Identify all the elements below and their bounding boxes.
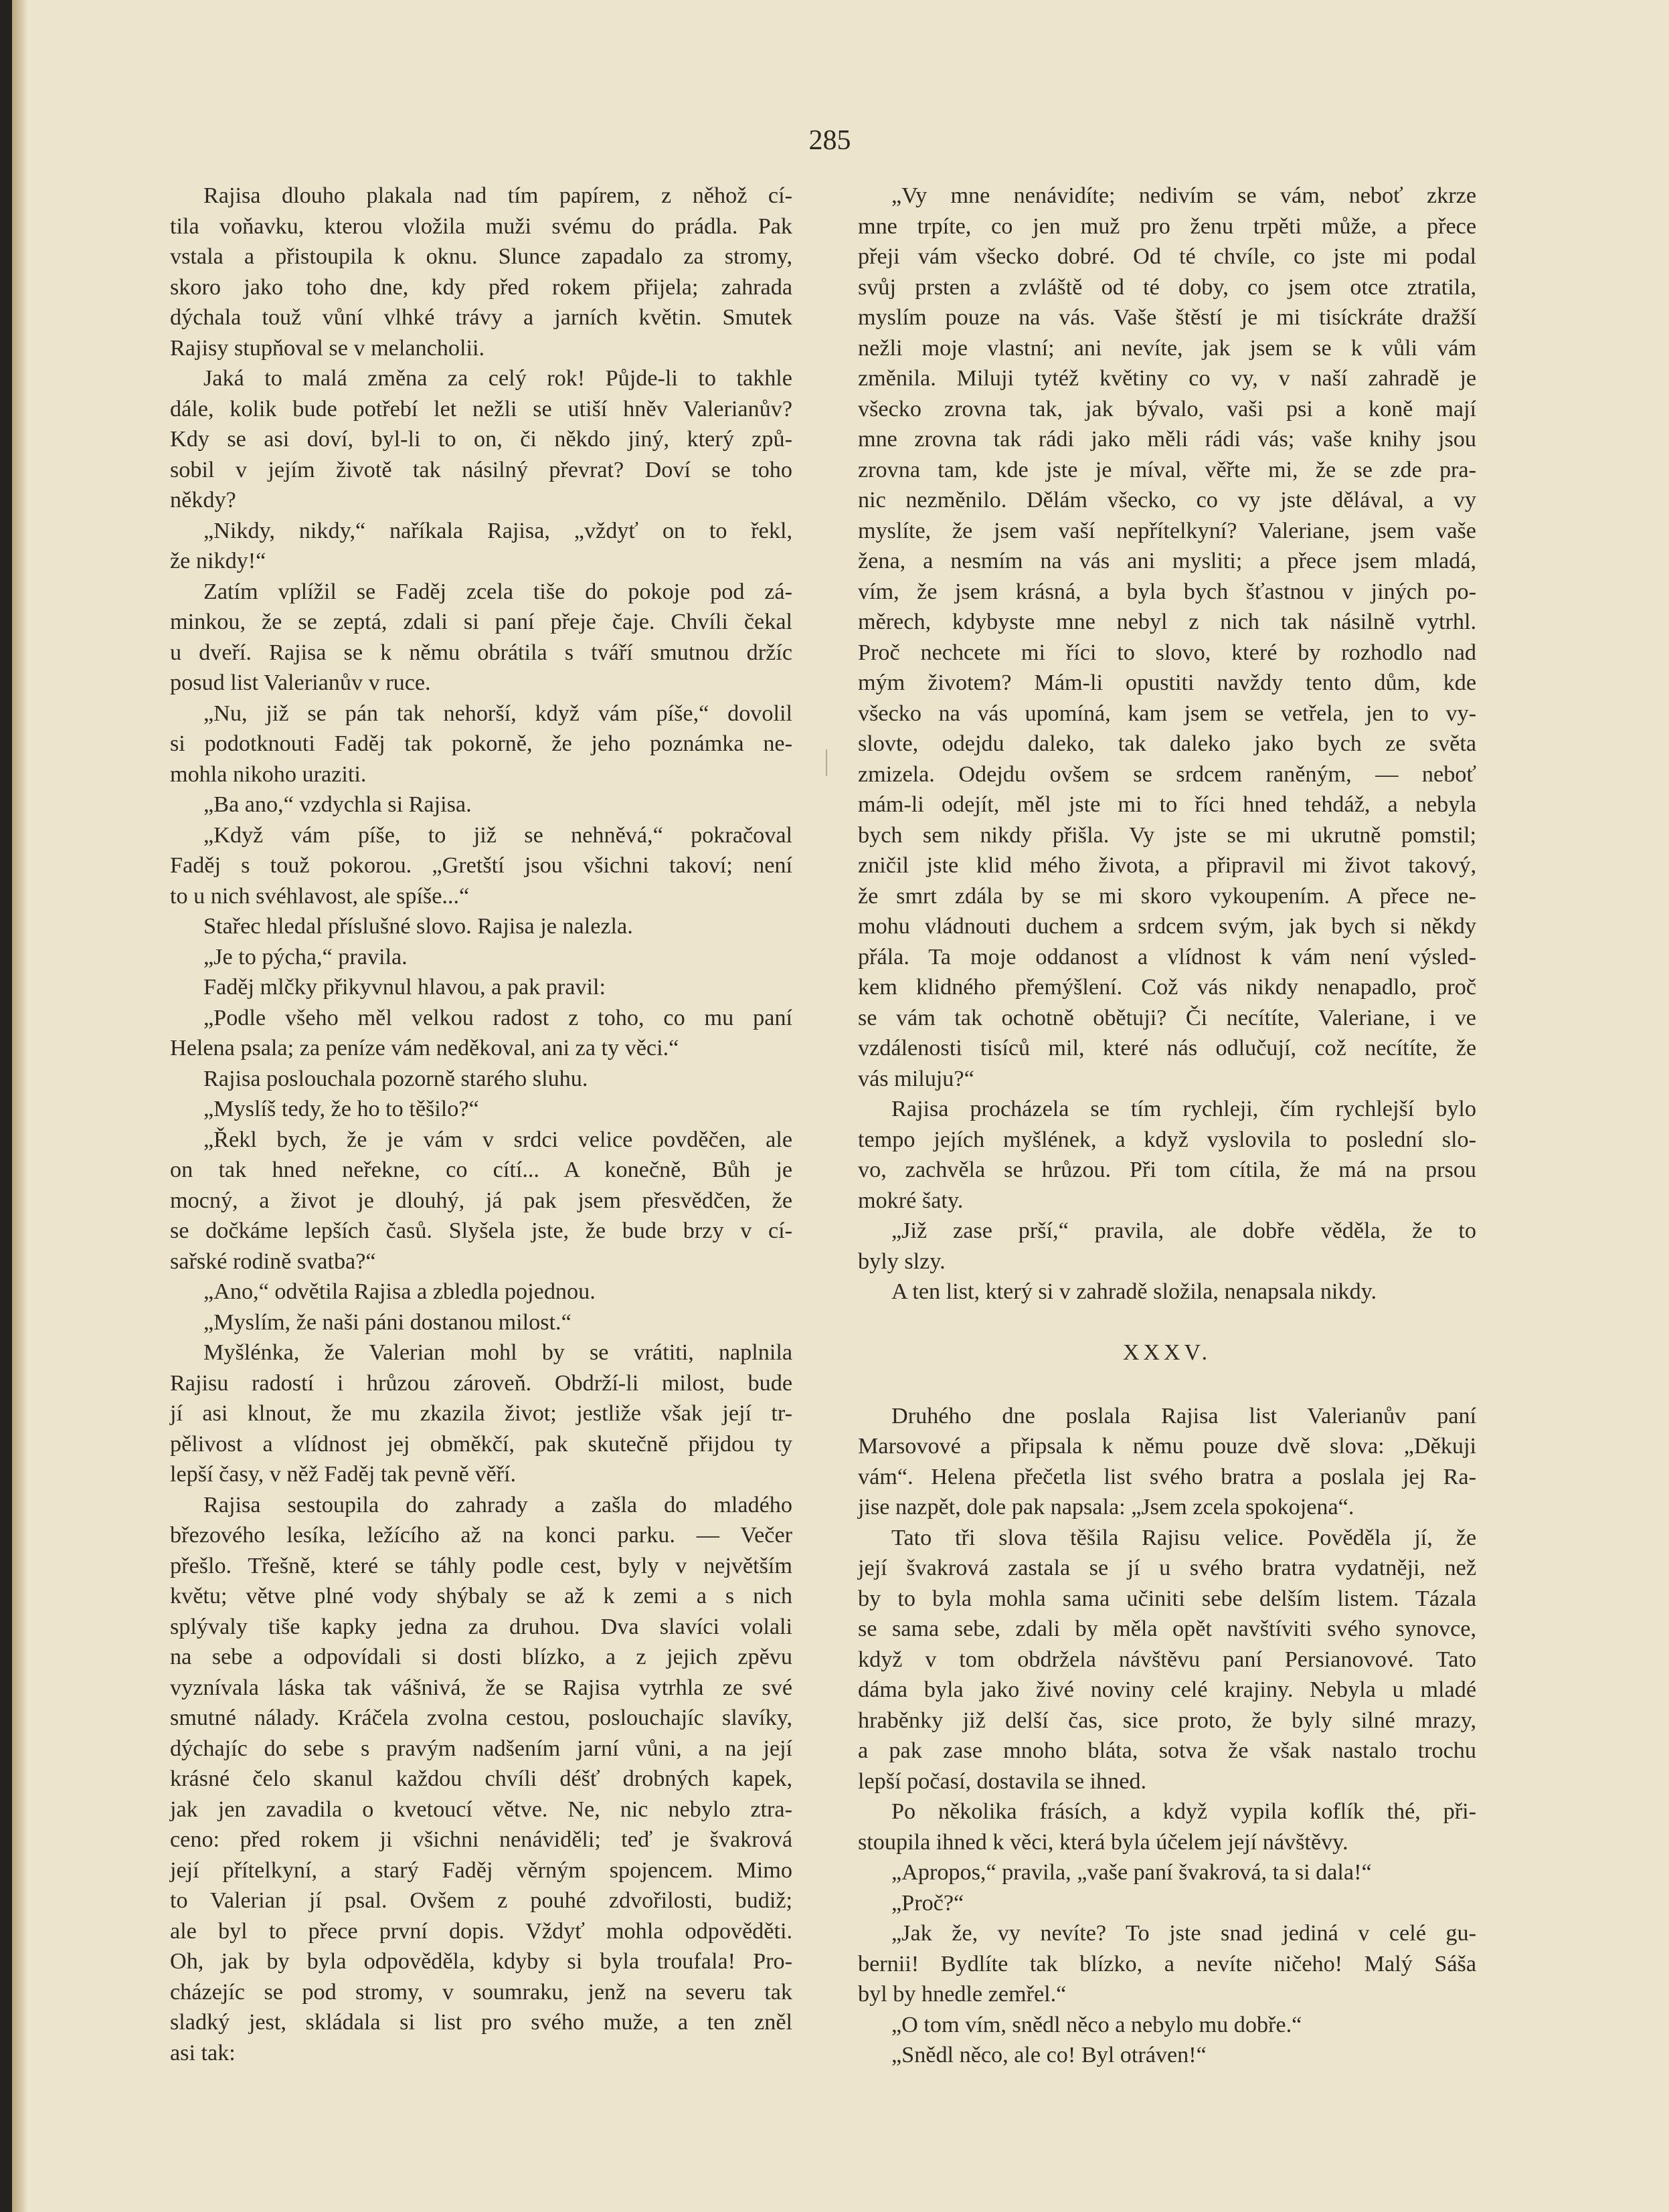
text-line: vstala a přistoupila k oknu. Slunce zapadalo za stromy,: [170, 244, 792, 269]
text-line: Marsovové a připsala k němu pouze dvě slova: „Děkuji: [858, 1434, 1476, 1459]
text-line: „Snědl něco, ale co! Byl otráven!“: [891, 2043, 1207, 2067]
text-line: si podotknouti Faděj tak pokorně, že jeho poznámka ne-: [170, 731, 792, 756]
chapter-heading: XXXV.: [1122, 1340, 1212, 1365]
text-line: pělivost a vlídnost jej obměkčí, pak skutečně přijdou ty: [170, 1431, 792, 1457]
text-line: přeji vám všecko dobré. Od té chvíle, co jste mi podal: [858, 244, 1476, 269]
text-line: „Myslím, že naši páni dostanou milost.“: [203, 1309, 572, 1335]
text-line: u dveří. Rajisa se k němu obrátila s tváří smutnou držíc: [170, 640, 792, 665]
text-line: „Nu, již se pán tak nehorší, když vám píše,“ dovolil: [203, 701, 792, 726]
text-line: přála. Ta moje oddanost a vlídnost k vám není výsled-: [858, 944, 1476, 970]
text-line: posud list Valerianův v ruce.: [170, 670, 431, 695]
text-line: Rajisa dlouho plakala nad tím papírem, z něhož cí-: [203, 183, 792, 208]
text-line: Druhého dne poslala Rajisa list Valerianův paní: [891, 1403, 1476, 1428]
text-line: vím, že jsem krásná, a byla bych šťastnou v jiných po-: [858, 579, 1476, 604]
text-line: vo, zachvěla se hrůzou. Při tom cítila, že má na prsou: [858, 1158, 1476, 1182]
text-line: jí asi klnout, že mu zkazila život; jestliže však její tr-: [170, 1401, 792, 1426]
text-line: Rajisu radostí i hrůzou zároveň. Obdrží-li milost, bude: [170, 1370, 792, 1396]
text-line: „O tom vím, snědl něco a nebylo mu dobře.“: [891, 2012, 1302, 2037]
text-line: Faděj mlčky přikyvnul hlavou, a pak pravil:: [203, 975, 606, 1000]
text-line: „Je to pýcha,“ pravila.: [203, 944, 408, 970]
text-line: vám“. Helena přečetla list svého bratra a poslala jej Ra-: [858, 1464, 1476, 1489]
column-divider: [826, 749, 827, 776]
text-line: „Apropos,“ pravila, „vaše paní švakrová, ta si dala!“: [891, 1860, 1372, 1885]
text-line: se sama sebe, zdali by měla opět navštíviti svého synovce,: [858, 1617, 1476, 1641]
text-line: „Vy mne nenávidíte; nedivím se vám, neboť zkrze: [891, 183, 1476, 208]
text-line: „Podle všeho měl velkou radost z toho, co mu paní: [203, 1005, 792, 1030]
text-line: Rajisy stupňoval se v melancholii.: [170, 335, 485, 361]
text-line: vás miluju?“: [858, 1066, 974, 1091]
text-line: Po několika frásích, a když vypila koflík thé, při-: [891, 1799, 1476, 1824]
text-line: „Řekl bych, že je vám v srdci velice povděčen, ale: [203, 1127, 792, 1152]
text-line: Myšlénka, že Valerian mohl by se vrátiti, naplnila: [203, 1340, 792, 1365]
page-gutter-shadow: [12, 0, 28, 2212]
text-line: změnila. Miluji tytéž květiny co vy, v naší zahradě je: [858, 366, 1476, 391]
text-line: její švakrová zastala se jí u svého bratra vydatněji, než: [858, 1556, 1476, 1580]
text-line: a pak zase mnoho bláta, sotva že však nastalo trochu: [858, 1738, 1476, 1763]
text-line: Rajisa sestoupila do zahrady a zašla do mladého: [203, 1492, 792, 1517]
text-line: myslíte, že jsem vaší nepřítelkyní? Valeriane, jsem vaše: [858, 518, 1476, 543]
text-line: „Proč?“: [891, 1890, 964, 1916]
text-line: Rajisa procházela se tím rychleji, čím rychlejší bylo: [891, 1097, 1476, 1121]
text-line: se dočkáme lepších časů. Slyšela jste, že bude brzy v cí-: [170, 1218, 792, 1243]
chapter-xxxv-text: [858, 1401, 1476, 2071]
text-line: „Myslíš tedy, že ho to těšilo?“: [203, 1097, 479, 1121]
text-line: asi tak:: [170, 2040, 236, 2065]
text-line: mne trpíte, co jen muž pro ženu trpěti může, a přece: [858, 213, 1476, 239]
text-line: Zatím vplížil se Faděj zcela tiše do pokoje pod zá-: [203, 579, 792, 604]
text-line: kem klidného přemýšlení. Což vás nikdy nenapadlo, proč: [858, 975, 1476, 1000]
text-line: jak jen zavadila o kvetoucí větve. Ne, nic nebylo ztra-: [170, 1796, 792, 1822]
text-line: sařské rodině svatba?“: [170, 1249, 376, 1274]
text-line: Jaká to malá změna za celý rok! Půjde-li to takhle: [203, 366, 792, 391]
text-line: zmizela. Odejdu ovšem se srdcem raněným, — neboť: [858, 761, 1476, 787]
text-line: vzdálenosti tisíců mil, které nás odlučují, což necítíte, že: [858, 1036, 1476, 1061]
text-line: to Valerian jí psal. Ovšem z pouhé zdvořilosti, budiž;: [170, 1888, 792, 1913]
text-line: A ten list, který si v zahradě složila, nenapsala nikdy.: [891, 1279, 1377, 1304]
text-line: myslím pouze na vás. Vaše štěstí je mi tisíckráte dražší: [858, 305, 1476, 330]
text-line: se vám tak ochotně obětuji? Či necítíte, Valeriane, i ve: [858, 1005, 1476, 1030]
text-line: „Ba ano,“ vzdychla si Rajisa.: [203, 792, 472, 817]
text-line: byly slzy.: [858, 1249, 946, 1274]
text-line: přešlo. Třešně, které se táhly podle cest, byly v největším: [170, 1553, 792, 1578]
text-line: „Když vám píše, to již se nehněvá,“ pokračoval: [203, 822, 792, 848]
text-line: mne zrovna tak rádi jako měli rádi vás; vaše knihy jsou: [858, 427, 1476, 452]
text-line: Kdy se asi doví, byl-li to on, či někdo jiný, který způ-: [170, 427, 792, 452]
text-line: svůj prsten a zvláště od té doby, co jsem otce ztratila,: [858, 274, 1476, 300]
text-line: by to byla mohla sama učiniti sebe delším listem. Tázala: [858, 1586, 1476, 1611]
text-line: „Nikdy, nikdy,“ naříkala Rajisa, „vždyť on to řekl,: [203, 518, 792, 543]
text-line: bych sem nikdy přišla. Vy jste se mi ukrutně pomstil;: [858, 822, 1476, 848]
text-line: tila voňavku, kterou vložila muži svému do prádla. Pak: [170, 213, 792, 239]
text-line: dýchajíc do sebe s pravým nadšením jarní vůni, a na její: [170, 1736, 792, 1761]
text-line: Tato tři slova těšila Rajisu velice. Pověděla jí, že: [891, 1525, 1476, 1550]
text-line: to u nich svéhlavost, ale spíše...“: [170, 883, 470, 909]
text-line: dále, kolik bude potřebí let nežli se utiší hněv Valerianův?: [170, 396, 792, 422]
text-line: Oh, jak by byla odpověděla, kdyby si byla troufala! Pro-: [170, 1949, 792, 1974]
text-line: když v tom obdržela návštěvu paní Persianovové. Tato: [858, 1647, 1476, 1672]
text-line: mohla nikoho uraziti.: [170, 761, 367, 787]
text-line: minkou, že se zeptá, zdali si paní přeje čaje. Chvíli čekal: [170, 610, 792, 634]
letter-passage: [858, 181, 1476, 1307]
text-line: na sebe a odpovídali si dosti blízko, a z jejich zpěvu: [170, 1645, 792, 1669]
text-line: jise nazpět, dole pak napsala: „Jsem zcela spokojena“.: [858, 1495, 1354, 1519]
text-line: hraběnky již delší čas, sice proto, že byly silné mrazy,: [858, 1708, 1476, 1733]
text-line: mokré šaty.: [858, 1188, 964, 1213]
text-line: že nikdy!“: [170, 549, 266, 573]
book-page: [12, 0, 1669, 2212]
text-line: stoupila ihned k věci, která byla účelem její návštěvy.: [858, 1829, 1348, 1855]
text-line: smutné nálady. Kráčela zvolna cestou, poslouchajíc slavíky,: [170, 1706, 792, 1730]
text-line: zničil jste klid mého života, a připravil mi život takový,: [858, 853, 1476, 878]
text-line: Stařec hledal příslušné slovo. Rajisa je nalezla.: [203, 914, 633, 939]
text-line: krásné čelo skanul každou chvíli déšť drobných kapek,: [170, 1766, 792, 1791]
text-line: dýchala touž vůní vlhké trávy a jarních květin. Smutek: [170, 305, 792, 330]
text-line: mocný, a život je dlouhý, já pak jsem přesvědčen, že: [170, 1188, 792, 1213]
text-line: Rajisa poslouchala pozorně starého sluhu.: [203, 1066, 588, 1091]
text-line: nežli moje vlastní; ani nevíte, jak jsem se k vůli vám: [858, 335, 1476, 361]
text-line: tempo jejích myšlének, a když vyslovila to poslední slo-: [858, 1127, 1476, 1152]
page-number: 285: [808, 125, 851, 156]
text-line: byl by hnedle zemřel.“: [858, 1982, 1067, 2007]
text-line: mým životem? Mám-li opustiti navždy tento dům, kde: [858, 670, 1476, 695]
text-line: ceno: před rokem ji všichni nenáviděli; teď je švakrová: [170, 1827, 792, 1852]
text-line: mám-li odejít, měl jste mi to říci hned tehdáž, a nebyla: [858, 792, 1476, 817]
text-line: sladký jest, skládala si list pro svého muže, a ten zněl: [170, 2010, 792, 2035]
text-line: splývaly tiše kapky jedna za druhou. Dva slavíci volali: [170, 1614, 792, 1639]
right-text-column: [858, 181, 1476, 2071]
text-line: „Již zase prší,“ pravila, ale dobře věděla, že to: [891, 1218, 1476, 1243]
text-line: on tak hned neřekne, co cítí... A konečně, Bůh je: [170, 1158, 792, 1182]
text-line: měrech, kdybyste mne nebyl z nich tak násilně vytrhl.: [858, 610, 1476, 634]
text-line: slovte, odejdu daleko, tak daleko jako bych ze světa: [858, 731, 1476, 756]
text-line: lepší počasí, dostavila se ihned.: [858, 1768, 1147, 1794]
text-line: vyznívala láska tak vášnivá, že se Rajisa vytrhla ze své: [170, 1675, 792, 1700]
text-line: mohu vládnouti duchem a srdcem svým, jak bych si někdy: [858, 914, 1476, 939]
text-line: zrovna tam, kde jste je míval, věřte mi, že se zde pra-: [858, 457, 1476, 482]
text-line: skoro jako toho dne, kdy před rokem přijela; zahrada: [170, 274, 792, 300]
text-line: žena, a nesmím na vás ani mysliti; a přece jsem mladá,: [858, 549, 1476, 573]
text-line: že smrt zdála by se mi skoro vykoupením. A přece ne-: [858, 883, 1476, 909]
text-line: Proč nechcete mi říci to slovo, které by rozhodlo nad: [858, 640, 1476, 665]
text-line: někdy?: [170, 488, 236, 513]
text-line: „Ano,“ odvětila Rajisa a zbledla pojednou.: [203, 1279, 596, 1304]
text-line: lepší časy, v něž Faděj tak pevně věří.: [170, 1462, 517, 1487]
text-line: všecko zrovna tak, jak bývalo, vaši psi a koně mají: [858, 396, 1476, 422]
text-line: bernii! Bydlíte tak blízko, a nevíte ničeho! Malý Sáša: [858, 1951, 1476, 1976]
text-line: sobil v jejím životě tak násilný převrat? Doví se toho: [170, 457, 792, 482]
text-line: Helena psala; za peníze vám neděkoval, ani za ty věci.“: [170, 1036, 679, 1061]
text-line: její přítelkyní, a starý Faděj věrným spojencem. Mimo: [170, 1857, 792, 1883]
text-line: březového lesíka, ležícího až na konci parku. — Večer: [170, 1523, 792, 1548]
left-text-column: [170, 181, 792, 2068]
text-line: „Jak že, vy nevíte? To jste snad jediná v celé gu-: [891, 1921, 1476, 1946]
text-line: ale byl to přece první dopis. Vždyť mohla odpověděti.: [170, 1918, 792, 1944]
text-line: nic nezměnilo. Dělám všecko, co vy jste dělával, a vy: [858, 488, 1476, 513]
text-line: květu; větve plné vody shýbaly se až k zemi a s nich: [170, 1584, 792, 1608]
text-line: Faděj s touž pokorou. „Gretští jsou všichni takoví; není: [170, 853, 792, 878]
text-line: všecko na vás upomíná, kam jsem se vetřela, jen to vy-: [858, 701, 1476, 726]
text-line: cházejíc se pod stromy, v soumraku, jenž na severu tak: [170, 1979, 792, 2005]
text-line: dáma byla jako živé noviny celé krajiny. Nebyla u mladé: [858, 1677, 1476, 1702]
